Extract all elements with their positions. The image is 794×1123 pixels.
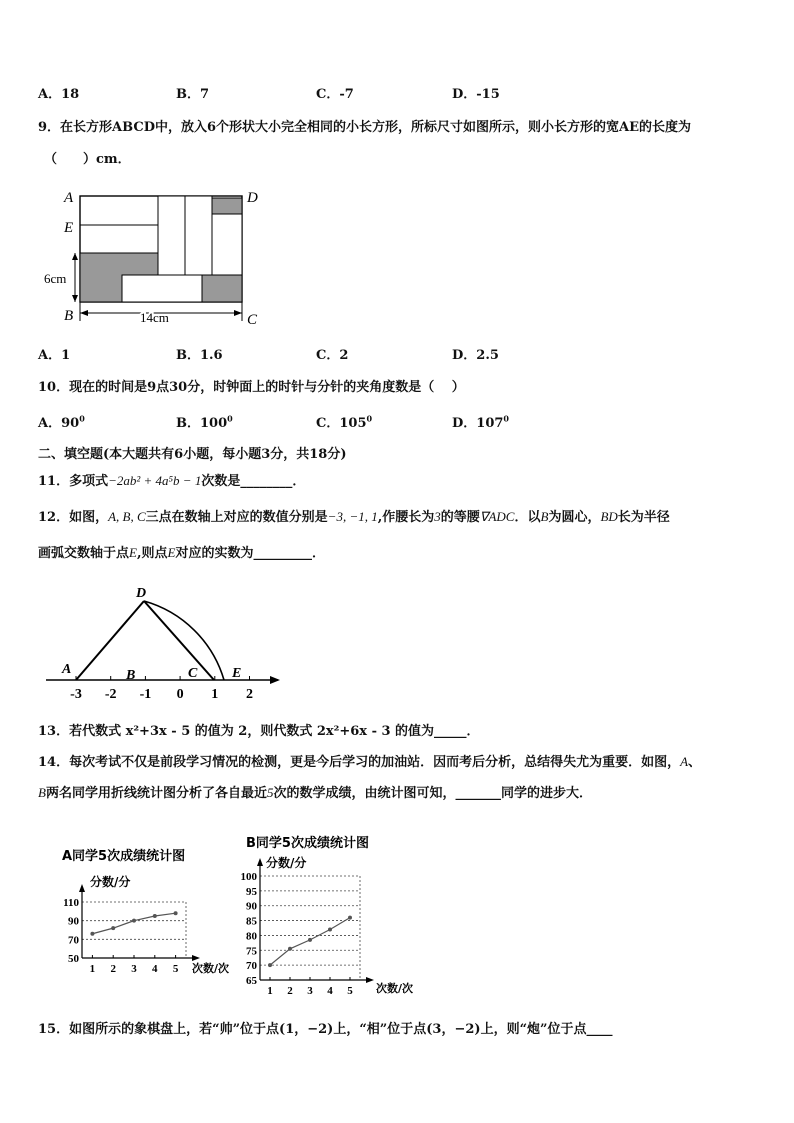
number-line-tick-label: 0	[176, 687, 184, 702]
series-line	[92, 913, 175, 934]
data-point	[268, 963, 272, 967]
y-tick-label: 110	[63, 897, 79, 909]
section-heading: 二、填空题(本大题共有6小题，每小题3分，共18分)	[38, 447, 347, 462]
y-tick-label: 70	[246, 960, 257, 973]
q8-option-d: D．-15	[452, 87, 500, 102]
data-point	[348, 916, 352, 920]
q8-option-b: B．7	[176, 87, 210, 102]
q15-question: 15．如图所示的象棋盘上，若“帅”位于点(1，−2)上，“相”位于点(3，−2)上，则“炮”位于点____	[38, 1022, 613, 1037]
q10-option-b: B．$100^0$	[176, 413, 233, 431]
y-axis-arrow	[257, 858, 263, 866]
chart-b-line-chart	[226, 828, 436, 998]
height-label: 6cm	[44, 271, 67, 286]
label-E: E	[64, 220, 74, 236]
point-D: D	[136, 586, 147, 601]
x-tick-label: 2	[110, 963, 116, 975]
x-tick-label: 1	[267, 985, 273, 997]
point-C: C	[188, 666, 198, 681]
x-axis-arrow	[366, 977, 374, 983]
y-tick-label: 85	[246, 915, 257, 928]
q12-number-line-figure	[40, 582, 290, 707]
number-line-tick-label: -1	[139, 687, 152, 702]
y-axis-arrow	[79, 884, 85, 892]
point-B: B	[126, 668, 136, 683]
data-point	[308, 938, 312, 942]
point-A: A	[62, 662, 72, 677]
chart-title: A同学5次成绩统计图	[62, 849, 186, 864]
x-tick-label: 3	[307, 985, 313, 997]
data-point	[132, 919, 136, 923]
label-C: C	[247, 312, 258, 328]
q9-option-c: C．2	[316, 348, 349, 363]
y-tick-label: 90	[68, 915, 79, 928]
x-axis-label: 次数/次	[192, 962, 230, 975]
q8-option-c: C．-7	[316, 87, 354, 102]
y-tick-label: 50	[68, 953, 79, 965]
label-D: D	[247, 190, 258, 206]
y-tick-label: 70	[68, 934, 79, 947]
q10-option-c: C．$105^0$	[316, 413, 373, 431]
number-line-tick-label: -2	[104, 687, 117, 702]
chart-a-line-chart	[58, 840, 248, 980]
q10-option-d: D．$107^0$	[452, 413, 509, 431]
q8-option-a: A．18	[38, 87, 80, 102]
y-tick-label: 65	[246, 975, 257, 987]
y-tick-label: 75	[246, 945, 257, 958]
y-tick-label: 80	[246, 930, 257, 943]
data-point	[111, 926, 115, 930]
q10-question: 10．现在的时间是9点30分，时钟面上的时针与分针的夹角度数是（ ）	[38, 380, 465, 395]
point-E: E	[232, 666, 242, 681]
q9-option-b: B．1.6	[176, 348, 223, 363]
number-line-tick-label: -3	[70, 687, 82, 702]
q9-option-a: A．1	[38, 348, 71, 363]
x-axis-label: 次数/次	[376, 982, 414, 995]
x-tick-label: 4	[152, 963, 158, 975]
y-tick-label: 95	[246, 885, 257, 898]
q9-rectangle-figure	[40, 185, 270, 330]
x-tick-label: 3	[131, 963, 137, 975]
x-tick-label: 5	[172, 963, 179, 975]
x-tick-label: 4	[327, 985, 333, 997]
q9-option-d: D．2.5	[452, 348, 499, 363]
q12-question-line2: 画弧交数轴于点E,则点E对应的实数为_________．	[38, 545, 325, 561]
y-axis-label: 分数/分	[90, 875, 131, 889]
q12-question-line1: 12．如图，A, B, C三点在数轴上对应的数值分别是−3, −1, 1,作腰长为3的等腰∇ADC．以B为圆心，BD长为半径	[38, 509, 670, 525]
q10-option-a: A．$90^0$	[38, 413, 85, 431]
x-axis-arrow	[192, 955, 200, 961]
x-tick-label: 2	[287, 985, 293, 997]
label-B: B	[64, 308, 74, 324]
data-point	[328, 927, 332, 931]
data-point	[174, 911, 178, 915]
q9-answer-blank: （ ）cm．	[44, 152, 131, 167]
q14-question-line2: B两名同学用折线统计图分析了各自最近5次的数学成绩，由统计图可知，_______同学的进步大．	[38, 785, 592, 801]
q11-question: 11．多项式−2ab² + 4a⁵b − 1次数是________．	[38, 473, 306, 489]
y-axis-label: 分数/分	[266, 856, 307, 870]
width-label: 14cm	[140, 310, 169, 325]
number-line-tick-label: 1	[211, 687, 219, 702]
label-A: A	[64, 190, 74, 206]
q14-question-line1: 14．每次考试不仅是前段学习情况的检测，更是今后学习的加油站．因而考后分析，总结得失尤为重要．如图，A、	[38, 754, 702, 770]
q13-question: 13．若代数式 x²+3x - 5 的值为 2，则代数式 2x²+6x - 3 的值为_____．	[38, 724, 480, 739]
y-tick-label: 90	[246, 900, 257, 913]
x-tick-label: 1	[89, 963, 96, 975]
number-line-tick-label: 2	[246, 687, 253, 702]
x-tick-label: 5	[347, 985, 353, 997]
data-point	[153, 914, 157, 918]
y-tick-label: 100	[240, 871, 257, 883]
data-point	[90, 932, 94, 936]
chart-title: B同学5次成绩统计图	[246, 836, 369, 851]
data-point	[288, 947, 292, 951]
q9-question: 9．在长方形ABCD中，放入6个形状大小完全相同的小长方形，所标尺寸如图所示，则小长方形的宽AE的长度为	[38, 120, 692, 135]
